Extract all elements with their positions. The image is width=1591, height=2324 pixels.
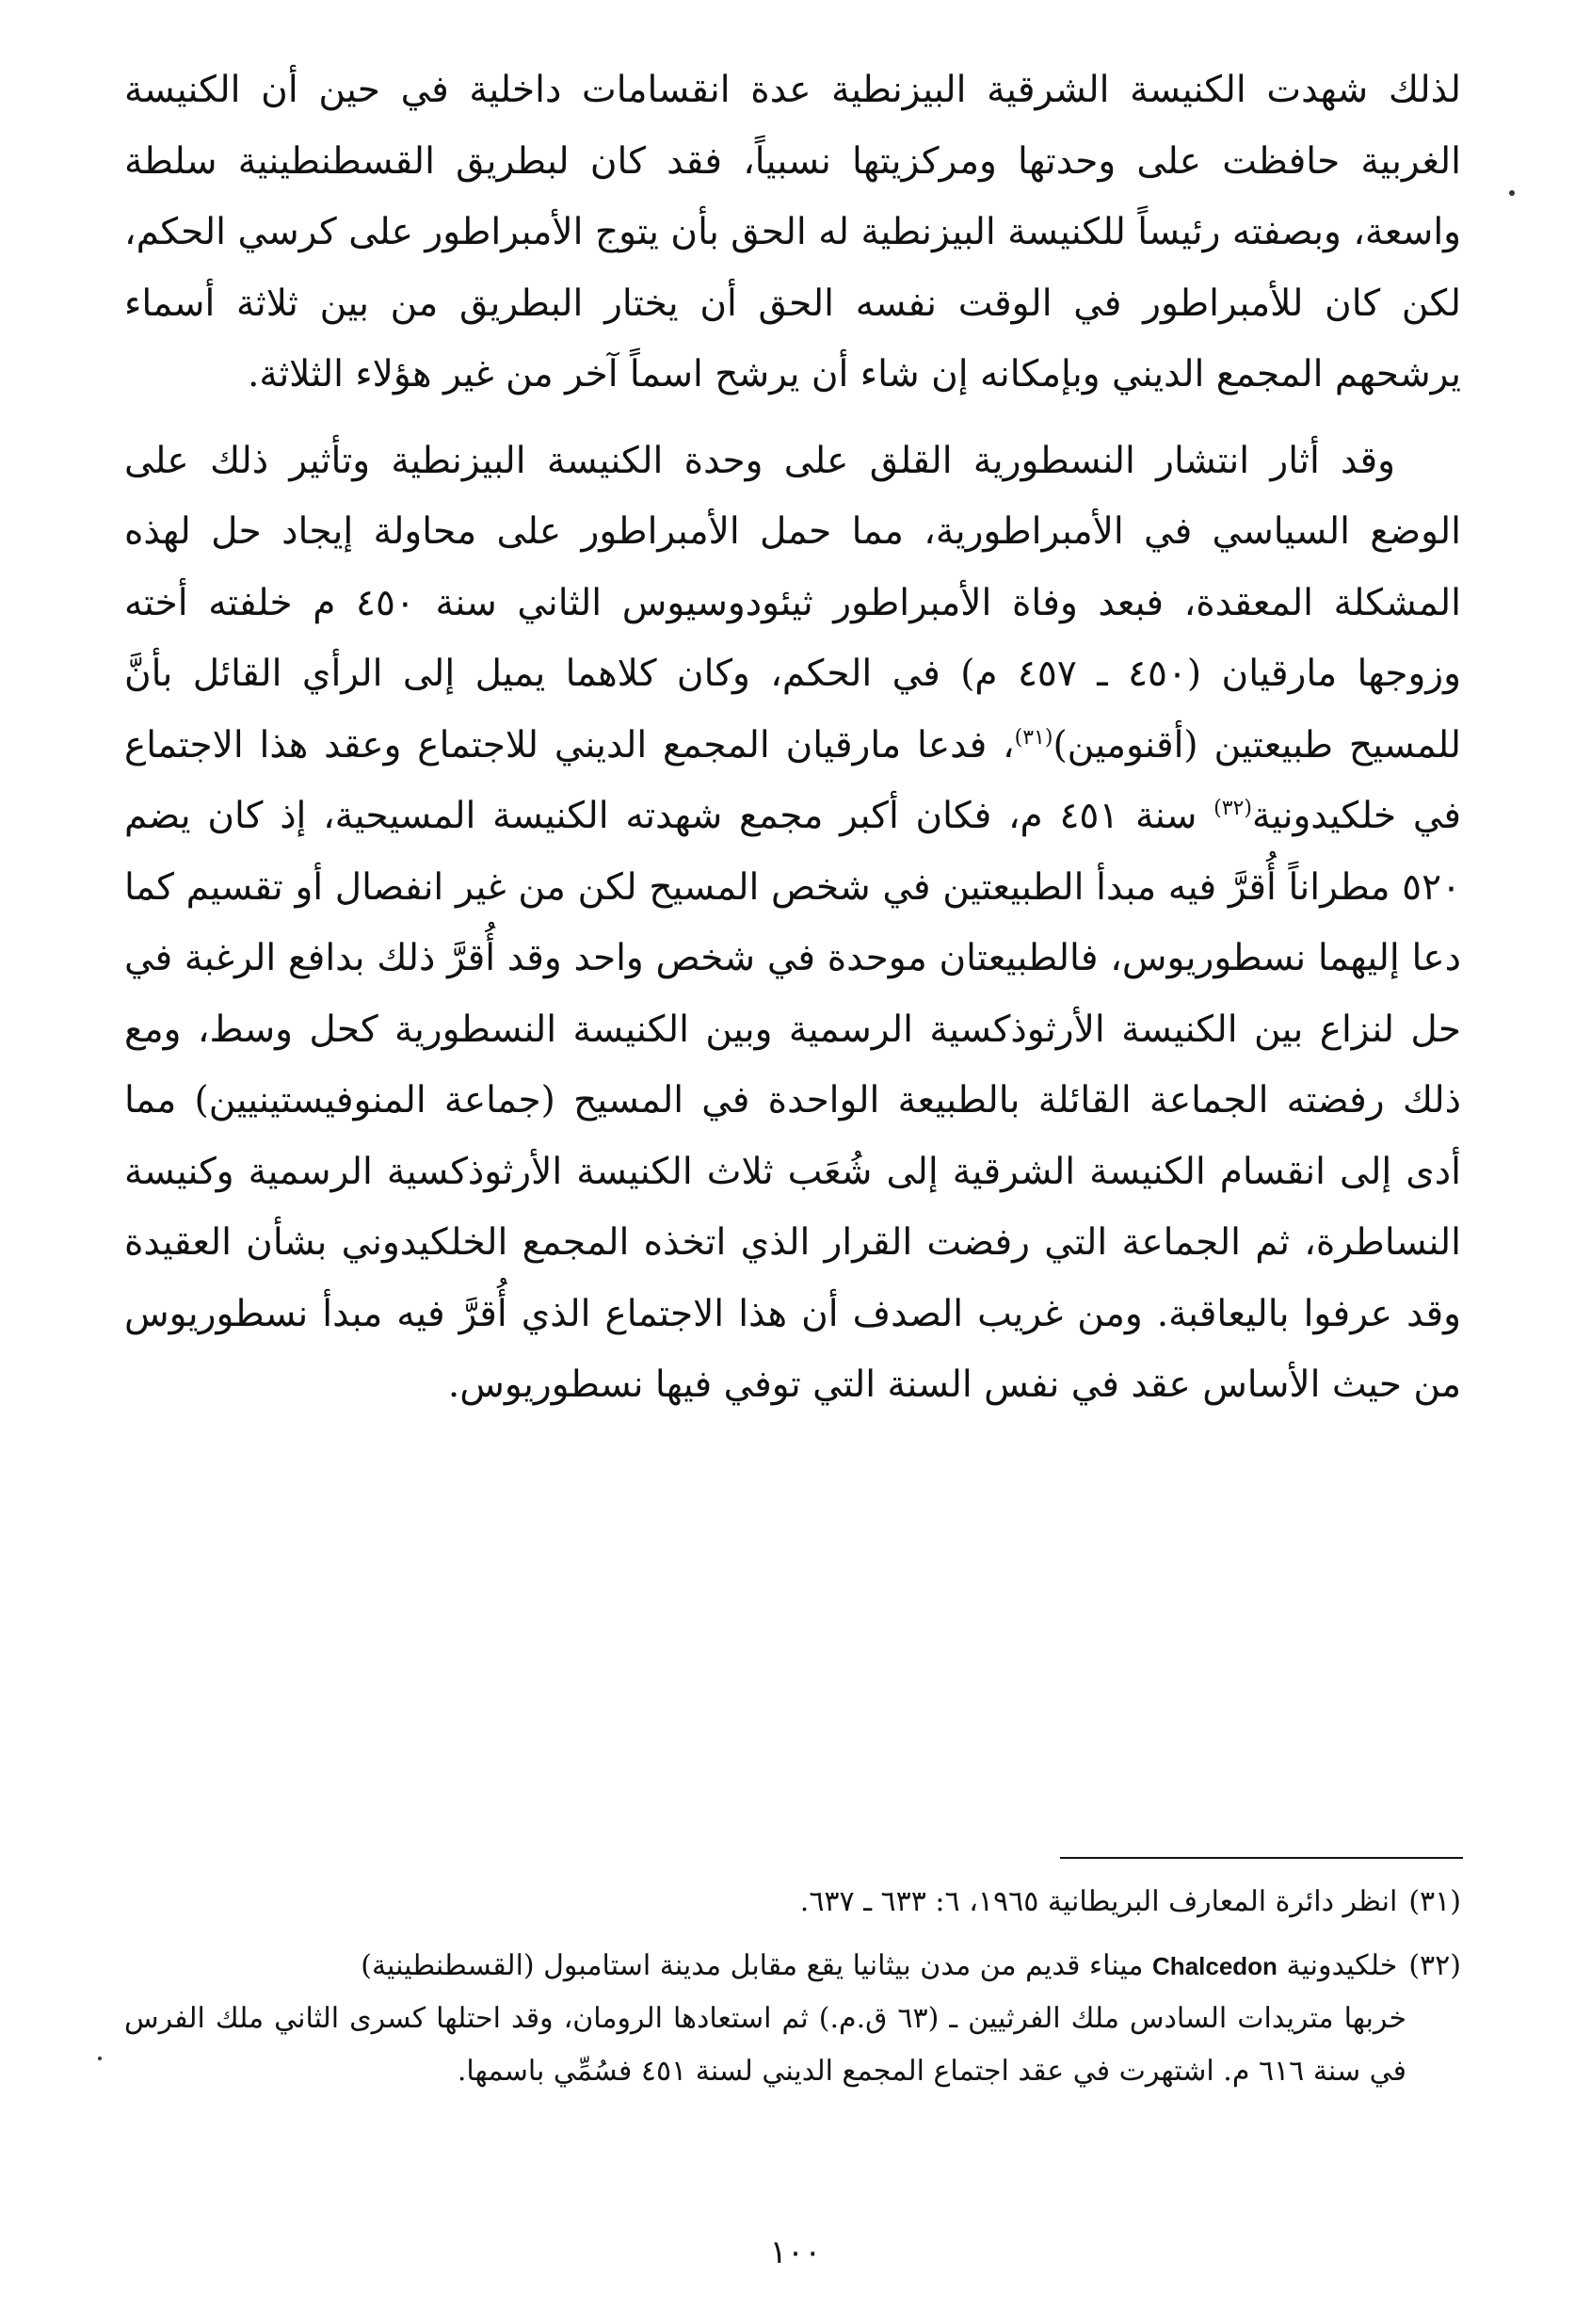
page-number: ١٠٠	[769, 2234, 822, 2271]
paragraph-2-part-1: وقد أثار انتشار النسطورية القلق على وحدة الكنيسة البيزنطية وتأثير ذلك على الوضع السياسي في الأمبراطورية، مما حمل الأمبراطور على محاولة إيجاد حل لهذه المشكلة المعقدة، فبعد وفاة الأمبراطور ثيئودوسيوس الثاني سنة ٤٥٠ م خلفته أخته وزوجها مارقيان (٤٥٠ ـ ٤٥٧ م) في الحكم، وكان كلاهما يميل إلى الرأي القائل بأنَّ للمسيح طبيعتين (أقنومين)	[124, 439, 1461, 767]
footnote-31-text: انظر دائرة المعارف البريطانية ١٩٦٥، ٦: ٦٣٣ ـ ٦٣٧.	[799, 1885, 1398, 1918]
footnote-32-text: ميناء قديم من مدن بيثانيا يقع مقابل مدينة استامبول (القسطنطينية)	[361, 1949, 1144, 1982]
footnote-32-number: (٣٢)	[1408, 1949, 1461, 1982]
scan-speck	[98, 2057, 102, 2060]
scan-speck	[1509, 190, 1515, 196]
main-text	[124, 55, 1461, 1421]
paragraph-2-part-3: سنة ٤٥١ م، فكان أكبر مجمع شهدته الكنيسة المسيحية، إذ كان يضم ٥٢٠ مطراناً أُقرَّ فيه مبدأ الطبيعتين في شخص المسيح لكن من غير انفصال أو تقسيم كما دعا إليهما نسطوريوس، فالطبيعتان موحدة في شخص واحد وقد أُقرَّ ذلك بدافع الرغبة في حل لنزاع بين الكنيسة الأرثوذكسية الرسمية وبين الكنيسة النسطورية كحل وسط، ومع ذلك رفضته الجماعة القائلة بالطبيعة الواحدة في المسيح (جماعة المنوفيستينيين) مما أدى إلى انقسام الكنيسة الشرقية إلى شُعَب ثلاث الكنيسة الأرثوذكسية الرسمية وكنيسة النساطرة، ثم الجماعة التي رفضت القرار الذي اتخذه المجمع الخلكيدوني بشأن العقيدة وقد عرفوا باليعاقبة. ومن غريب الصدف أن هذا الاجتماع الذي أُقرَّ فيه مبدأ نسطوريوس من حيث الأساس عقد في نفس السنة التي توفي فيها نسطوريوس.	[124, 795, 1461, 1406]
footnote-31-number: (٣١)	[1408, 1885, 1461, 1918]
footnote-32-continuation: خربها متريدات السادس ملك الفرثيين ـ (٦٣ ق.م.) ثم استعادها الرومان، وقد احتلها كسرى الثاني ملك الفرس في سنة ٦١٦ م. اشتهرت في عقد اجتماع المجمع الديني لسنة ٤٥١ فسُمِّي باسمها.	[124, 2002, 1406, 2088]
paragraph-2	[124, 426, 1461, 1421]
footnote-32-term: خلكيدونية	[1286, 1949, 1398, 1982]
footnote-separator	[1060, 1857, 1463, 1859]
footnote-ref-31: (٣١)	[1014, 725, 1053, 750]
footnote-32	[124, 1940, 1461, 2098]
footnote-32-latin-term: Chalcedon	[1152, 1952, 1278, 1980]
paragraph-1: لذلك شهدت الكنيسة الشرقية البيزنطية عدة انقسامات داخلية في حين أن الكنيسة الغربية حافظت على وحدتها ومركزيتها نسبياً، فقد كان لبطريق القسطنطينية سلطة واسعة، وبصفته رئيساً للكنيسة البيزنطية له الحق بأن يتوج الأمبراطور على كرسي الحكم، لكن كان للأمبراطور في الوقت نفسه الحق أن يختار البطريق من بين ثلاثة أسماء يرشحهم المجمع الديني وبإمكانه إن شاء أن يرشح اسماً آخر من غير هؤلاء الثلاثة.	[124, 69, 1461, 395]
footnote-31	[124, 1876, 1461, 1929]
paragraph-2-part-2: ، فدعا مارقيان المجمع الديني للاجتماع وعقد هذا الاجتماع في خلكيدونية	[124, 723, 1461, 837]
footnote-ref-32: (٣٢)	[1213, 797, 1252, 820]
footnotes	[124, 1876, 1461, 2109]
